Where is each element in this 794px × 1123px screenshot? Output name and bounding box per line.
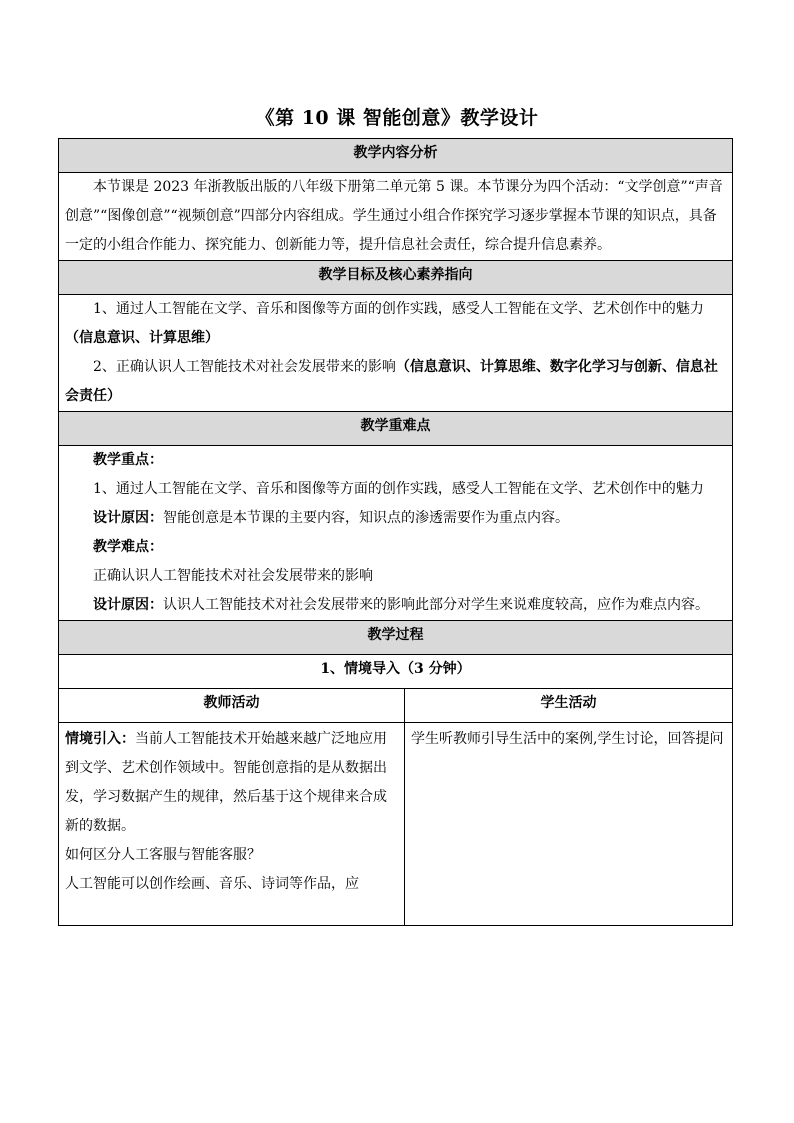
goal-item-1-text: 1、通过人工智能在文学、音乐和图像等方面的创作实践，感受人工智能在文学、艺术创作中的魅力 [93,301,704,317]
focus-label: 教学重点： [93,452,163,468]
difficulty-reason-text: 认识人工智能技术对社会发展带来的影响此部分对学生来说难度较高，应作为难点内容。 [163,597,709,613]
teacher-question: 如何区分人工客服与智能客服？ [65,847,261,863]
teacher-intro-label: 情境引入： [65,731,135,747]
key-points-cell [59,446,733,621]
teacher-more: 人工智能可以创作绘画、音乐、诗词等作品，应 [65,876,359,892]
goal-item-1-literacy: （信息意识、计算思维） [65,330,219,346]
difficulty-reason-label: 设计原因： [93,597,163,613]
section-heading-process: 教学过程 [59,621,733,655]
difficulty-reason [65,591,726,620]
student-activity-header: 学生活动 [405,689,733,723]
difficulty-text: 正确认识人工智能技术对社会发展带来的影响 [93,568,373,584]
teacher-activity-cell [59,723,405,926]
goals-cell [59,295,733,412]
process-step-1-heading: 1、情境导入（3 分钟） [59,655,733,689]
teacher-intro-text: 当前人工智能技术开始越来越广泛地应用到文学、艺术创作领域中。智能创意指的是从数据出发，学习数据产生的规律，然后基于这个规律来合成新的数据。 [65,731,387,834]
lesson-plan-table [58,138,733,926]
goal-item-2-text: 2、正确认识人工智能技术对社会发展带来的影响 [93,359,396,375]
difficulty-label: 教学难点： [93,539,163,555]
goal-item-1 [65,295,726,353]
teacher-intro [65,725,398,841]
goal-item-2-literacy: （信息意识、计算思维、数字化学习与创新、信息社会责任） [65,359,718,404]
teacher-activity-header: 教师活动 [59,689,405,723]
content-analysis-cell [59,173,733,261]
section-heading-content-analysis: 教学内容分析 [59,139,733,173]
student-activity-text: 学生听教师引导生活中的案例,学生讨论，回答提问 [411,731,724,747]
focus-reason [65,504,726,533]
content-analysis-text: 本节课是 2023 年浙教版出版的八年级下册第二单元第 5 课。本节课分为四个活动：“文学创意”“声音创意”“图像创意”“视频创意”四部分内容组成。学生通过小组合作探究学习逐步掌握本节课的知识点，具备一定的小组合作能力、探究能力、创新能力等，提升信息社会责任，综合提升信息素养。 [65,179,723,253]
page-title: 《第 10 课 智能创意》教学设计 [255,107,539,129]
focus-reason-text: 智能创意是本节课的主要内容，知识点的渗透需要作为重点内容。 [163,510,569,526]
section-heading-goals: 教学目标及核心素养指向 [59,261,733,295]
focus-text: 1、通过人工智能在文学、音乐和图像等方面的创作实践，感受人工智能在文学、艺术创作中的魅力 [93,481,704,497]
student-activity-cell [405,723,733,926]
section-heading-key-points: 教学重难点 [59,412,733,446]
goal-item-2 [65,353,726,411]
focus-reason-label: 设计原因： [93,510,163,526]
